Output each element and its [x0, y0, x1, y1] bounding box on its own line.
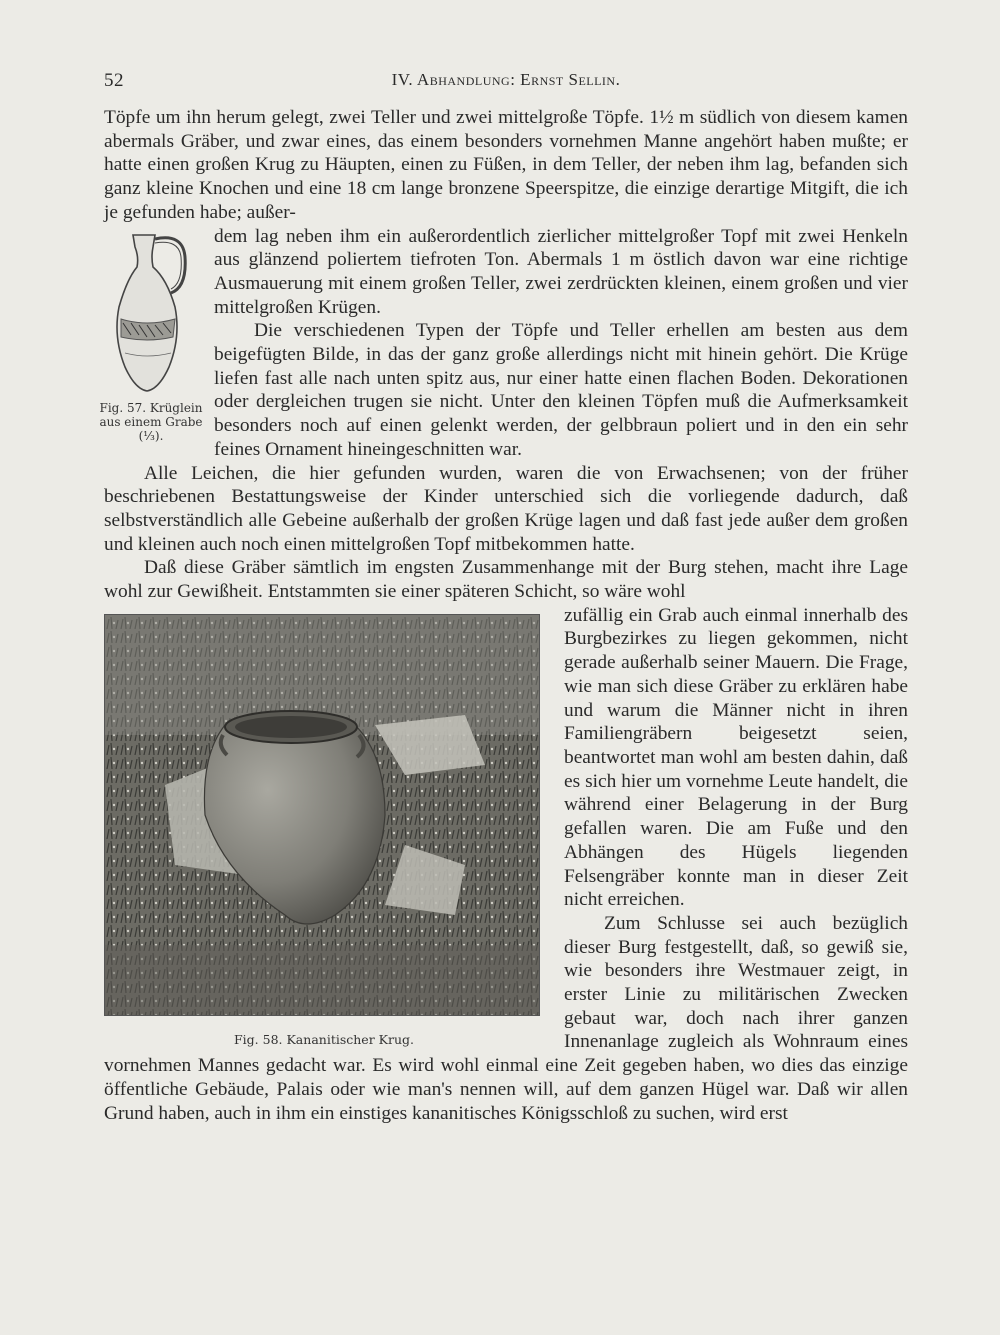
- running-head: [104, 70, 908, 96]
- paragraph-2: Die verschiedenen Typen der Töpfe und Teller erhellen am besten aus dem beigefügten Bilde, in das der ganz große allerdings nicht mit hinein gehört. Die Krüge liefen fast alle nach unten spitz aus, nur einer hatte einen flachen Boden. Dekorationen oder dergleichen trugen sie nicht. Unter den kleinen Töpfen muß die Aufmerksamkeit besonders noch auf einen gelenkt werden, der gelbbraun poliert und in den ein sehr feines Ornament hineingeschnitten war.: [214, 320, 908, 460]
- jar-photo-drawing: [105, 615, 539, 1015]
- canaanite-jar-photo: [104, 614, 540, 1016]
- paragraph-4b: zufällig ein Grab auch einmal innerhalb des Burgbezirkes zu liegen gekommen, nicht gerade außerhalb seiner Mauern. Die Frage, wie man sich diese Gräber zu erklären habe und warum die Männer nicht in ihren Familiengräbern beigesetzt seien, beantwortet man wohl am besten dahin, daß es sich hier um vornehme Leute handelt, die während einer Belagerung in der Burg gefallen waren. Die am Fuße und den Abhängen des Hügels liegenden Felsengräber konnte man in dieser Zeit nicht erreichen.: [564, 604, 908, 911]
- paragraph-5: Zum Schlusse sei auch bezüglich dieser Burg festgestellt, daß, so gewiß sie, wie besonders ihre Westmauer zeigt, in erster Linie zu militärischen Zwecken gebaut war, doch nach ihrer ganzen Innenanlage zugleich als Wohnraum eines vornehmen Mannes gedacht war. Es wird wohl einmal eine Zeit gegeben haben, wo dies das einzige öffentliche Gebäude, Palais oder wie man's nennen will, auf dem ganzen Hügel war. Daß wir allen Grund haben, auch in ihm ein einstiges kananitisches Königsschloß zu suchen, wird erst: [104, 912, 908, 1124]
- figure-57-caption: Fig. 57. Krüglein aus einem Grabe (⅓).: [99, 400, 203, 443]
- body-text: [99, 106, 908, 1125]
- jug-illustration: [103, 227, 199, 397]
- page-number: 52: [104, 70, 124, 91]
- running-title: IV. Abhandlung: Ernst Sellin.: [391, 70, 621, 89]
- figure-58-caption: Fig. 58. Kananitischer Krug.: [234, 1031, 414, 1047]
- paragraph-1b: dem lag neben ihm ein außerordentlich zierlicher mittelgroßer Topf mit zwei Henkeln aus glänzend poliertem tiefroten Ton. Abermals 1 m östlich davon war eine richtige Ausmauerung mit einem großen Teller, zwei zerdrückten kleinen, einem großen und vier mittelgroßen Krügen.: [214, 225, 908, 318]
- paragraph-3: Alle Leichen, die hier gefunden wurden, waren die von Erwachsenen; von der früher beschriebenen Bestattungsweise der Kinder unterschied sich die vorliegende dadurch, daß selbstverständlich alle Gebeine außerhalb der großen Krüge lagen und daß fast jede außer dem großen und kleinen auch noch einen mittelgroßen Topf mitbekommen hatte.: [104, 462, 908, 555]
- paragraph-1a: Töpfe um ihn herum gelegt, zwei Teller und zwei mittelgroße Töpfe. 1½ m südlich von diesem kamen abermals Gräber, und zwar eines, das einem besonders vornehmen Manne angehört haben mußte; er hatte einen großen Krug zu Häupten, einen zu Füßen, in dem Teller, der neben ihm lag, befanden sich ganz kleine Knochen und eine 18 cm lange bronzene Speerspitze, die einzige derartige Mitgift, die ich je gefunden habe; außer-: [104, 107, 908, 223]
- figure-58: [104, 614, 544, 1054]
- figure-57: [96, 227, 206, 457]
- paragraph-4a: Daß diese Gräber sämtlich im engsten Zusammenhange mit der Burg stehen, macht ihre Lage wohl zur Gewißheit. Entstammten sie einer späteren Schicht, so wäre wohl: [104, 557, 908, 603]
